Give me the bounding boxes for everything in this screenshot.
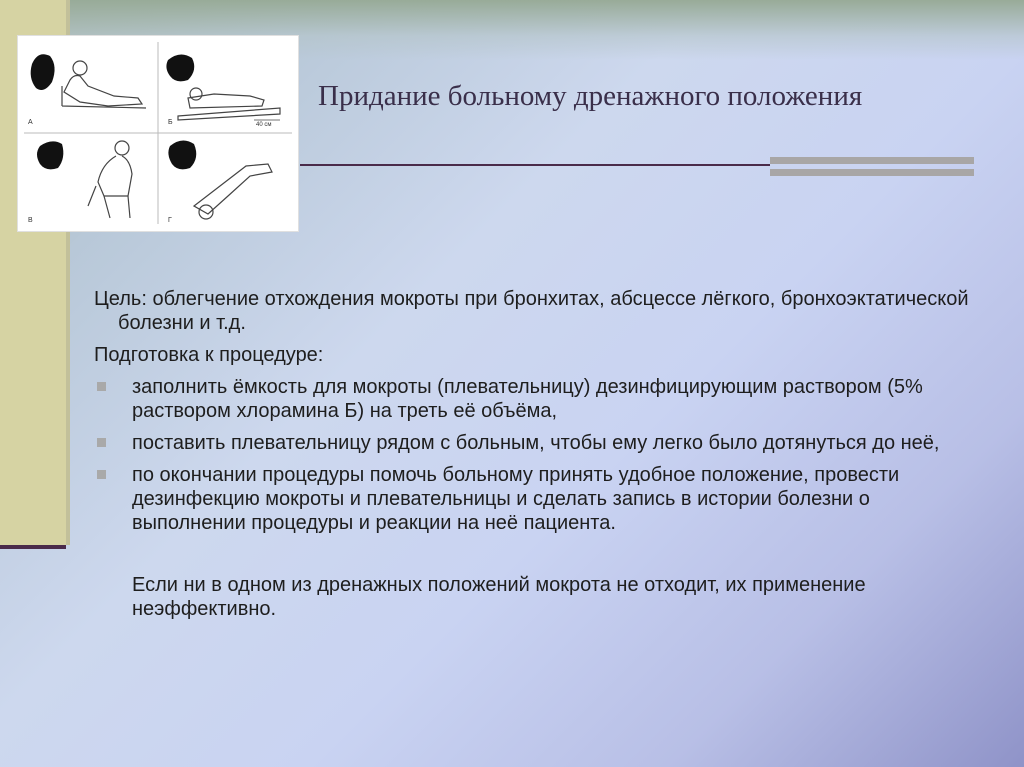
title-accent-bar	[770, 157, 974, 176]
lung-b-icon	[166, 54, 194, 81]
list-item	[94, 463, 974, 535]
title-underline	[300, 164, 770, 166]
bullet-square-icon	[97, 382, 106, 391]
drainage-positions-illustration	[18, 36, 298, 231]
position-a-illustration	[31, 54, 146, 108]
prep-heading: Подготовка к процедуре:	[94, 344, 324, 366]
list-item	[94, 431, 974, 455]
slide-body	[94, 287, 974, 621]
lung-c-icon	[37, 141, 63, 169]
goal-text: Цель: облегчение отхождения мокроты при бронхитах, абсцессе лёгкого, бронхоэктатической болезни и т.д.	[94, 288, 969, 334]
bullet-square-icon	[97, 438, 106, 447]
position-b-illustration	[166, 54, 280, 128]
step-text: заполнить ёмкость для мокроты (плевательницу) дезинфицирующим раствором (5% раствором хлорамина Б) на треть её объёма,	[132, 376, 923, 422]
lung-d-icon	[168, 140, 196, 169]
list-item	[94, 375, 974, 423]
slide-title: Придание больному дренажного положения	[318, 80, 863, 112]
step-text: по окончании процедуры помочь больному принять удобное положение, провести дезинфекцию мокроты и плевательницы и сделать запись в истории болезни о выполнении процедуры и реакции на неё пациента.	[132, 464, 900, 534]
position-c-illustration	[37, 141, 132, 218]
position-b-label: Б	[168, 119, 173, 126]
position-a-label: А	[28, 119, 33, 126]
position-c-label: В	[28, 217, 33, 224]
left-accent-rule	[0, 545, 66, 549]
bullet-square-icon	[97, 470, 106, 479]
position-d-illustration	[168, 140, 272, 219]
height-label: 40 см	[256, 122, 272, 128]
lung-a-icon	[31, 54, 55, 90]
prep-steps-list	[94, 375, 974, 535]
position-d-label: Г	[168, 217, 172, 224]
step-text: поставить плевательницу рядом с больным, чтобы ему легко было дотянуться до неё,	[132, 432, 940, 454]
drainage-positions-figure	[17, 35, 299, 232]
note-text: Если ни в одном из дренажных положений мокрота не отходит, их применение неэффективно.	[132, 574, 866, 620]
